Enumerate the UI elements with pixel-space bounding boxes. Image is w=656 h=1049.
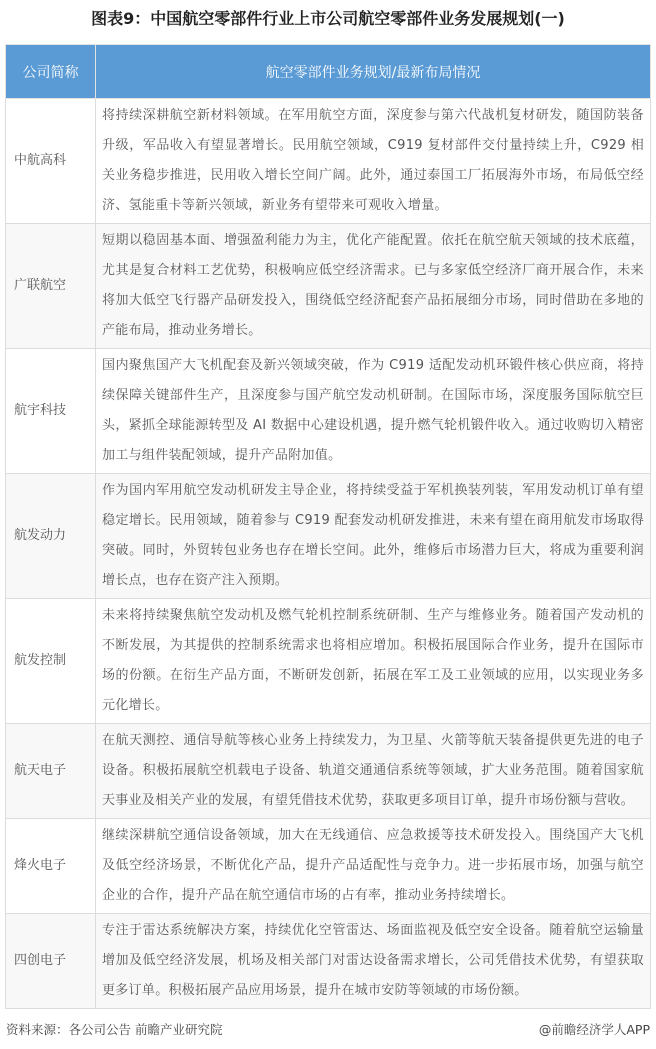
- plan-text: 未来将持续聚焦航空发动机及燃气轮机控制系统研制、生产与维修业务。随着国产发动机的不断发展，为其提供的控制系统需求也将相应增加。积极拓展国际合作业务，提升在国际市场的份额。在衍生产品方面，不断研发创新，拓展在军工及工业领域的应用，以实现业务多元化增长。: [96, 599, 651, 724]
- company-name: 烽火电子: [6, 819, 96, 914]
- source-note: 资料来源：各公司公告 前瞻产业研究院: [6, 1022, 223, 1037]
- table-row: [6, 724, 651, 819]
- page-title: 图表9：中国航空零部件行业上市公司航空零部件业务发展规划(一): [91, 9, 565, 28]
- plan-text: 短期以稳固基本面、增强盈利能力为主，优化产能配置。依托在航空航天领域的技术底蕴，尤其是复合材料工艺优势，积极响应低空经济需求。已与多家低空经济厂商开展合作，未来将加大低空飞行器产品研发投入，围绕低空经济配套产品拓展细分市场，同时借助在多地的产能布局，推动业务增长。: [96, 224, 651, 349]
- company-name: 航天电子: [6, 724, 96, 819]
- company-name: 航发动力: [6, 474, 96, 599]
- table-row: [6, 819, 651, 914]
- plan-text: 专注于雷达系统解决方案，持续优化空管雷达、场面监视及低空安全设备。随着航空运输量增加及低空经济发展，机场及相关部门对雷达设备需求增长，公司凭借技术优势，有望获取更多订单。积极拓展产品应用场景，提升在城市安防等领域的市场份额。: [96, 914, 651, 1009]
- footer: [5, 1021, 651, 1039]
- table-row: [6, 914, 651, 1009]
- plan-text: 在航天测控、通信导航等核心业务上持续发力，为卫星、火箭等航天装备提供更先进的电子设备。积极拓展航空机载电子设备、轨道交通通信系统等领域，扩大业务范围。随着国家航天事业及相关产业的发展，有望凭借技术优势，获取更多项目订单，提升市场份额与营收。: [96, 724, 651, 819]
- table-row: [6, 599, 651, 724]
- company-name: 四创电子: [6, 914, 96, 1009]
- table-row: [6, 474, 651, 599]
- plan-text: 将持续深耕航空新材料领域。在军用航空方面，深度参与第六代战机复材研发，随国防装备升级，军品收入有望显著增长。民用航空领域，C919 复材部件交付量持续上升，C929 相关业务稳步推进，民用收入增长空间广阔。此外，通过泰国工厂拓展海外市场，布局低空经济、氢能重卡等新兴领域，新业务有望带来可观收入增量。: [96, 99, 651, 224]
- company-name: 航宇科技: [6, 349, 96, 474]
- company-name: 航发控制: [6, 599, 96, 724]
- table-row: [6, 99, 651, 224]
- table-row: [6, 224, 651, 349]
- table-row: [6, 349, 651, 474]
- credit-note: @前瞻经济学人APP: [538, 1022, 650, 1037]
- plan-text: 国内聚焦国产大飞机配套及新兴领域突破，作为 C919 适配发动机环锻件核心供应商，将持续保障关键部件生产，且深度参与国产航空发动机研制。在国际市场，深度服务国际航空巨头，紧抓全球能源转型及 AI 数据中心建设机遇，提升燃气轮机锻件收入。通过收购切入精密加工与组件装配领域，提升产品附加值。: [96, 349, 651, 474]
- company-plan-table: [5, 44, 651, 1009]
- plan-text: 继续深耕航空通信设备领域，加大在无线通信、应急救援等技术研发投入。围绕国产大飞机及低空经济场景，不断优化产品，提升产品适配性与竞争力。进一步拓展市场，加强与航空企业的合作，提升产品在航空通信市场的占有率，推动业务持续增长。: [96, 819, 651, 914]
- plan-text: 作为国内军用航空发动机研发主导企业，将持续受益于军机换装列装，军用发动机订单有望稳定增长。民用领域，随着参与 C919 配套发动机研发推进，未来有望在商用航发市场取得突破。同时，外贸转包业务也存在增长空间。此外，维修后市场潜力巨大，将成为重要利润增长点，也存在资产注入预期。: [96, 474, 651, 599]
- company-name: 广联航空: [6, 224, 96, 349]
- header-plan: 航空零部件业务规划/最新布局情况: [96, 45, 651, 99]
- company-name: 中航高科: [6, 99, 96, 224]
- header-company: 公司简称: [6, 45, 96, 99]
- table-header-row: [6, 45, 651, 99]
